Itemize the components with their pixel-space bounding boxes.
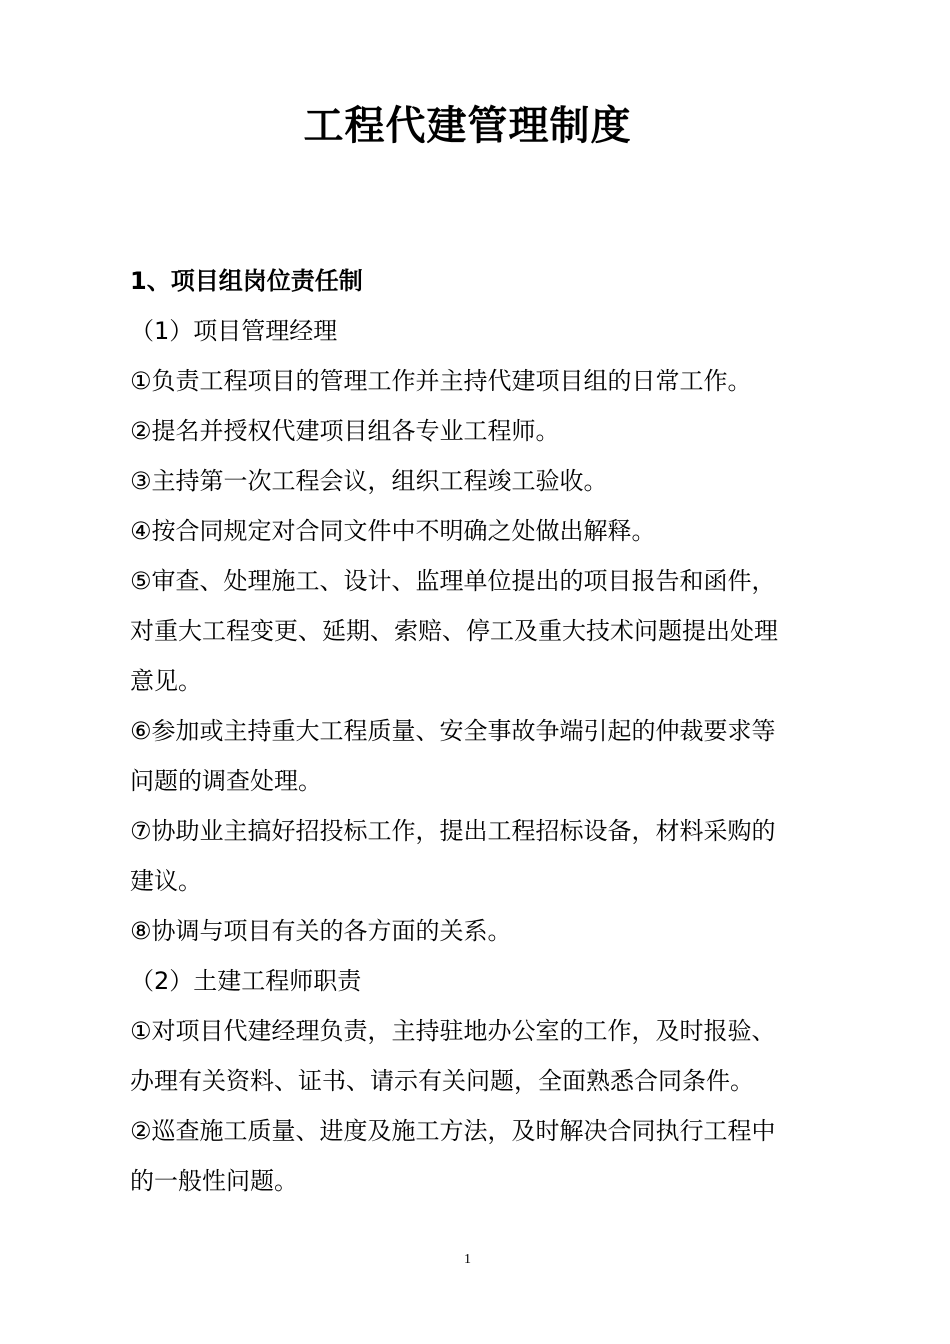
page-number: 1 <box>464 1252 471 1267</box>
paragraph-line: ⑥参加或主持重大工程质量、安全事故争端引起的仲裁要求等 <box>130 717 776 745</box>
paragraph-line: 问题的调查处理。 <box>130 767 322 795</box>
paragraph-line: ③主持第一次工程会议，组织工程竣工验收。 <box>130 467 608 495</box>
document-body <box>130 256 820 1206</box>
section-heading: 1、项目组岗位责任制 <box>130 267 363 295</box>
paragraph-line: ①对项目代建经理负责，主持驻地办公室的工作，及时报验、 <box>130 1017 776 1045</box>
paragraph-line: ②巡查施工质量、进度及施工方法，及时解决合同执行工程中 <box>130 1117 776 1145</box>
subsection-heading: （2）土建工程师职责 <box>130 967 362 995</box>
paragraph-line: 对重大工程变更、延期、索赔、停工及重大技术问题提出处理 <box>130 617 778 645</box>
paragraph-line: ④按合同规定对合同文件中不明确之处做出解释。 <box>130 517 656 545</box>
subsection-heading: （1）项目管理经理 <box>130 317 338 345</box>
paragraph-line: ⑧协调与项目有关的各方面的关系。 <box>130 917 512 945</box>
paragraph-line: ①负责工程项目的管理工作并主持代建项目组的日常工作。 <box>130 367 752 395</box>
paragraph-line: ⑦协助业主搞好招投标工作，提出工程招标设备，材料采购的 <box>130 817 776 845</box>
paragraph-line: 的一般性问题。 <box>130 1167 298 1195</box>
paragraph-line: ②提名并授权代建项目组各专业工程师。 <box>130 417 560 445</box>
paragraph-line: 建议。 <box>130 867 202 895</box>
paragraph-line: 意见。 <box>130 667 202 695</box>
document-title: 工程代建管理制度 <box>303 103 632 149</box>
paragraph-line: 办理有关资料、证书、请示有关问题，全面熟悉合同条件。 <box>130 1067 754 1095</box>
paragraph-line: ⑤审查、处理施工、设计、监理单位提出的项目报告和函件， <box>130 567 776 595</box>
